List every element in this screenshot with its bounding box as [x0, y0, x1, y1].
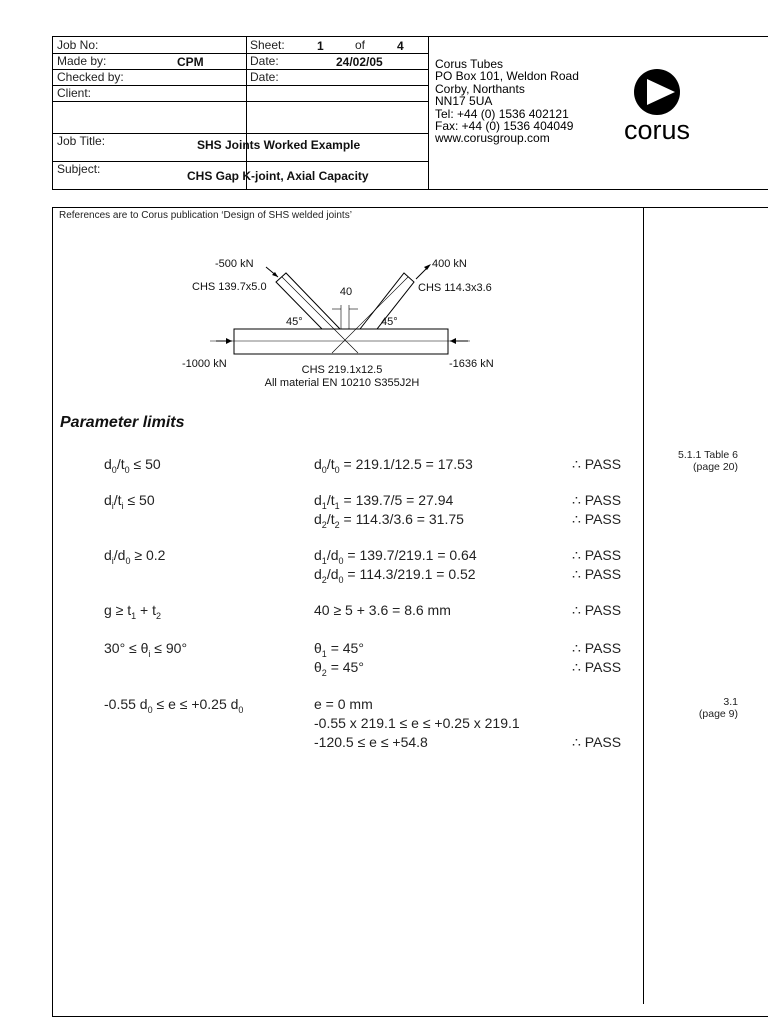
made-by-label: Made by:	[57, 54, 107, 68]
material-label: All material EN 10210 S355J2H	[264, 377, 420, 389]
check-calc: -0.55 x 219.1 ≤ e ≤ +0.25 x 219.1	[314, 715, 520, 731]
date-value: 24/02/05	[336, 55, 383, 69]
logo-text: corus	[623, 115, 691, 145]
check-condition: $30^\circ \le \theta_i \le 90^\circ$	[104, 640, 188, 659]
left-angle-label: 45°	[286, 316, 303, 328]
check-condition: $d_0/t_0 \le 50$	[104, 456, 161, 475]
chord-member-label: CHS 219.1x12.5	[301, 364, 383, 376]
company-line: Corby, Northants	[435, 81, 525, 96]
reference-column-divider	[643, 207, 644, 1004]
date2-label: Date:	[250, 70, 279, 84]
check-calc: $\theta_2 = 45^\circ$	[314, 659, 364, 678]
pass-result: ∴ PASS	[572, 456, 622, 472]
title-block	[52, 36, 768, 190]
company-address	[435, 58, 579, 145]
date-label: Date:	[250, 54, 279, 68]
right-force-label: 400 kN	[432, 258, 467, 270]
job-title-value: SHS Joints Worked Example	[197, 138, 361, 152]
gap-label: 40	[339, 286, 353, 298]
reference-note	[648, 449, 738, 473]
chord-right-force-label: -1636 kN	[449, 358, 494, 370]
subject-label: Subject:	[57, 162, 101, 176]
pass-result: ∴ PASS	[572, 602, 622, 618]
check-condition: $d_i/d_0 \ge 0.2$	[104, 547, 166, 566]
check-calc: $\theta_1 = 45^\circ$	[314, 640, 364, 659]
check-calc: $d_1/t_1 = 139.7/5 = 27.94$	[314, 492, 454, 511]
pass-result: ∴ PASS	[572, 547, 622, 563]
company-line: Fax: +44 (0) 1536 404049	[435, 119, 574, 134]
check-calc: $d_2/d_0 = 114.3/219.1 = 0.52$	[314, 566, 476, 585]
sheet-number: 1	[317, 39, 324, 53]
client-label: Client:	[57, 86, 92, 100]
chord-member	[234, 329, 448, 354]
checked-by-label: Checked by:	[57, 70, 124, 84]
sheet-total: 4	[397, 39, 404, 53]
corus-logo-icon	[605, 67, 715, 147]
made-by-value: CPM	[177, 55, 204, 69]
check-condition: -0.55 $d_0 \le e \le +0.25$ $d_0$	[104, 696, 244, 715]
sheet-of: of	[355, 38, 366, 52]
pass-result: ∴ PASS	[572, 566, 622, 582]
job-title-label: Job Title:	[57, 134, 106, 148]
right-angle-label: 45°	[381, 316, 398, 328]
pass-result: ∴ PASS	[572, 492, 622, 508]
check-calc: $d_0/t_0 = 219.1/12.5 = 17.53$	[314, 456, 473, 475]
company-line: Tel: +44 (0) 1536 402121	[435, 106, 569, 121]
pass-result: ∴ PASS	[572, 511, 622, 527]
chord-left-force-label: -1000 kN	[182, 358, 227, 370]
sheet-label: Sheet:	[250, 38, 285, 52]
section-heading: Parameter limits	[60, 414, 185, 431]
reference-note	[648, 696, 738, 720]
job-no-label: Job No:	[57, 38, 99, 52]
check-calc: 40 ≥ 5 + 3.6 = 8.6 mm	[314, 602, 451, 618]
company-line: NN17 5UA	[435, 94, 493, 109]
reference-line: 3.1	[723, 696, 738, 708]
company-line: PO Box 101, Weldon Road	[435, 69, 579, 84]
left-member-label: CHS 139.7x5.0	[192, 281, 267, 293]
references-note: References are to Corus publication ‘Design of SHS welded joints’	[59, 210, 352, 221]
pass-result: ∴ PASS	[572, 640, 622, 656]
corus-logo	[605, 67, 715, 147]
check-calc: $d_2/t_2 = 114.3/3.6 = 31.75$	[314, 511, 464, 530]
pass-result: ∴ PASS	[572, 734, 622, 750]
check-calc: -120.5 ≤ e ≤ +54.8	[314, 734, 428, 750]
joint-diagram	[170, 245, 530, 395]
check-condition: $g \ge t_1 + t_2$	[104, 602, 162, 621]
reference-line: 5.1.1 Table 6	[678, 449, 738, 461]
right-member-label: CHS 114.3x3.6	[418, 282, 492, 294]
company-line: Corus Tubes	[435, 57, 504, 71]
left-force-label: -500 kN	[215, 258, 254, 270]
subject-value: CHS Gap K-joint, Axial Capacity	[187, 169, 369, 183]
pass-result: ∴ PASS	[572, 659, 622, 675]
reference-line: (page 20)	[693, 461, 738, 473]
check-calc: $d_1/d_0 = 139.7/219.1 = 0.64$	[314, 547, 477, 566]
company-line: www.corusgroup.com	[435, 131, 550, 146]
reference-line: (page 9)	[698, 708, 738, 720]
check-condition: $d_i/t_i \le 50$	[104, 492, 155, 511]
check-calc: e = 0 mm	[314, 696, 373, 712]
